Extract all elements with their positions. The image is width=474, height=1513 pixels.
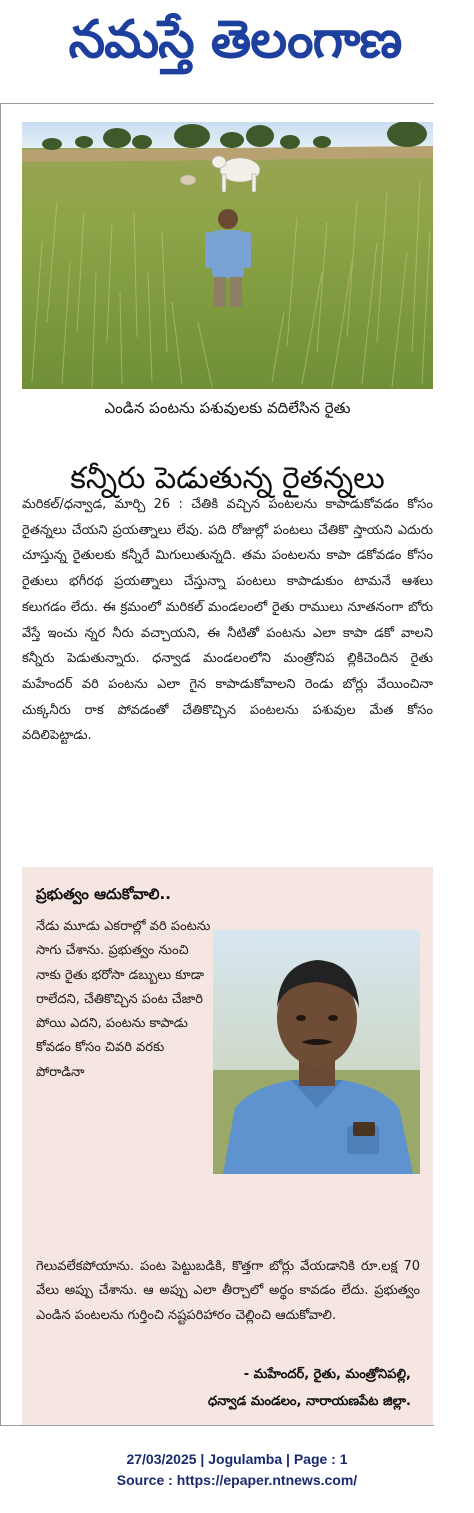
- sidebar-box-title: ప్రభుత్వం ఆదుకోవాలి..: [36, 885, 171, 903]
- quote-text-wide: గెలువలేకపోయాను. పంట పెట్టుబడికి, కొత్తగా బోర్లు వేయడానికి రూ.లక్ష 70 వేలు అప్పు చేశాను. ఆ అప్పు ఎలా తీర్చాలో అర్థం కావడం లేదు. ప్రభుత్వం ఎండిన పంటలను గుర్తించి నష్టపరిహారం చెల్లించి ఆదుకోవాలి.: [36, 1259, 420, 1323]
- article-headline: కన్నీరు పెడుతున్న రైతన్నలు: [70, 461, 385, 497]
- footer-source-link[interactable]: Source : https://epaper.ntnews.com/: [116, 1472, 358, 1488]
- bottom-rule: [0, 1425, 434, 1426]
- photo-caption: ఎండిన పంటను పశువులకు వదిలేసిన రైతు: [104, 399, 351, 417]
- attribution-line-2: ధన్వాడ మండలం, నారాయణపేట జిల్లా.: [207, 1394, 411, 1409]
- footer-date-edition: 27/03/2025 | Jogulamba | Page : 1: [126, 1451, 348, 1467]
- field-photo: [22, 122, 433, 389]
- farmer-portrait: [213, 930, 420, 1174]
- attribution-line-1: - మహేందర్, రైతు, మంత్రోనిపల్లి,: [243, 1367, 411, 1382]
- masthead-title: నమస్తే తెలంగాణ: [68, 9, 402, 70]
- quote-text-narrow: నేడు మూడు ఎకరాల్లో వరి పంటను సాగు చేశాను. ప్రభుత్వం నుంచి నాకు రైతు భరోసా డబ్బులు కూడా రాలేదని, చేతికొచ్చిన పంట చేజారి పోయి ఎదని, పంటను కాపాడు కోవడం కోసం చివరి వరకు పోరాడినా: [36, 919, 211, 1080]
- top-rule: [0, 103, 434, 104]
- sidebar-box: [22, 867, 433, 1425]
- article-body: మరికల్/ధన్వాడ, మార్చి 26 : చేతికి వచ్చిన పంటలను కాపాడుకోవడం కోసం రైతన్నలు చేయని ప్రయత్నాలు లేవు. పది రోజుల్లో పంటలు చేతికొ స్తాయని ఎదురు చూస్తున్న రైతులకు కన్నీరే మిగులుతున్నది. తమ పంటలను కాపా డకోవడం కోసం రైతులు భగీరథ ప్రయత్నాలు చేస్తున్నా పంటలు కాపాడుకుం టామనే ఆశలు కలుగడం లేదు. ఈ క్రమంలో మరికల్ మండలంలో రైతు రాములు నూతనంగా బోరు వేస్తే ఇంచు న్నర నీరు వచ్చాయని, ఈ నీటితో పంటను ఎలా కాపా డకో వాలని కన్నీరు పెడుతున్నారు. ధన్వాడ మండలంలోని మంత్రోనిప ల్లికిచెందిన రైతు మహేందర్ వరి పంటను ఎలా గైన కాపాడుకోవాలని రెండు బోర్లు వేయించినా చుక్కనీరు రాక పోవడంతో చేతికొచ్చిన పంటలను పశువుల మేత కోసం వదిలిపెట్టాడు.: [22, 497, 433, 744]
- masthead: [30, 6, 440, 86]
- left-rule: [0, 104, 1, 1426]
